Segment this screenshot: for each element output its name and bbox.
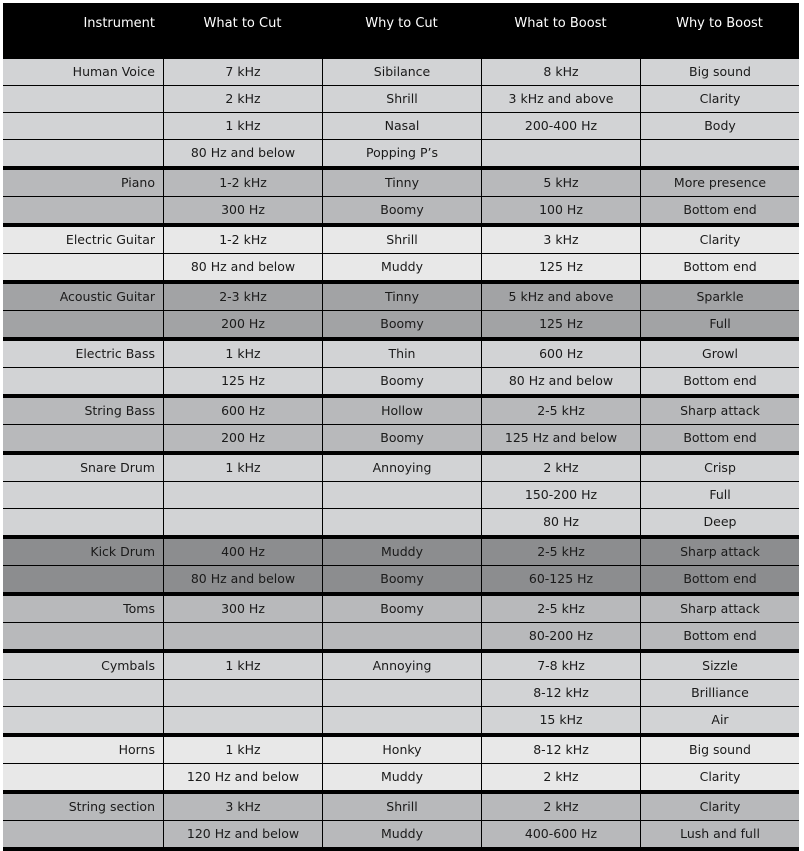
why-to-cut-cell: Muddy bbox=[322, 539, 481, 565]
why-to-cut-cell: Hollow bbox=[322, 398, 481, 424]
what-to-boost-cell: 3 kHz and above bbox=[481, 86, 640, 112]
why-to-boost-cell: Clarity bbox=[640, 227, 799, 253]
why-to-boost-cell: Bottom end bbox=[640, 566, 799, 592]
instrument-cell bbox=[3, 86, 163, 112]
why-to-boost-cell: More presence bbox=[640, 170, 799, 196]
why-to-cut-cell: Muddy bbox=[322, 254, 481, 280]
instrument-cell bbox=[3, 425, 163, 451]
why-to-boost-cell: Clarity bbox=[640, 86, 799, 112]
why-to-cut-cell: Honky bbox=[322, 737, 481, 763]
what-to-boost-cell: 200-400 Hz bbox=[481, 113, 640, 139]
what-to-cut-cell bbox=[163, 623, 322, 649]
what-to-cut-cell: 120 Hz and below bbox=[163, 764, 322, 790]
instrument-cell bbox=[3, 311, 163, 337]
why-to-boost-cell: Bottom end bbox=[640, 254, 799, 280]
eq-table bbox=[3, 3, 799, 851]
table-row bbox=[3, 508, 799, 535]
table-row bbox=[3, 284, 799, 310]
why-to-boost-cell: Sparkle bbox=[640, 284, 799, 310]
what-to-cut-cell bbox=[163, 707, 322, 733]
why-to-cut-cell: Muddy bbox=[322, 821, 481, 847]
instrument-group bbox=[3, 653, 799, 737]
why-to-cut-cell bbox=[322, 680, 481, 706]
why-to-boost-cell: Bottom end bbox=[640, 425, 799, 451]
instrument-cell bbox=[3, 764, 163, 790]
why-to-boost-cell bbox=[640, 140, 799, 166]
table-body bbox=[3, 59, 799, 851]
why-to-cut-cell: Muddy bbox=[322, 764, 481, 790]
what-to-cut-cell: 1 kHz bbox=[163, 737, 322, 763]
table-row bbox=[3, 139, 799, 166]
what-to-boost-cell: 7-8 kHz bbox=[481, 653, 640, 679]
what-to-cut-cell: 1-2 kHz bbox=[163, 170, 322, 196]
instrument-cell bbox=[3, 140, 163, 166]
what-to-boost-cell: 150-200 Hz bbox=[481, 482, 640, 508]
what-to-boost-cell: 3 kHz bbox=[481, 227, 640, 253]
table-row bbox=[3, 565, 799, 592]
why-to-cut-cell bbox=[322, 707, 481, 733]
what-to-boost-cell: 8-12 kHz bbox=[481, 680, 640, 706]
table-row bbox=[3, 227, 799, 253]
instrument-cell bbox=[3, 482, 163, 508]
what-to-cut-cell: 1 kHz bbox=[163, 341, 322, 367]
what-to-boost-cell: 15 kHz bbox=[481, 707, 640, 733]
what-to-cut-cell: 120 Hz and below bbox=[163, 821, 322, 847]
table-row bbox=[3, 794, 799, 820]
instrument-group bbox=[3, 737, 799, 794]
why-to-boost-cell: Sharp attack bbox=[640, 539, 799, 565]
why-to-cut-cell: Boomy bbox=[322, 197, 481, 223]
why-to-cut-cell: Tinny bbox=[322, 170, 481, 196]
what-to-boost-cell: 125 Hz bbox=[481, 311, 640, 337]
header-what-to-boost: What to Boost bbox=[514, 16, 607, 31]
why-to-cut-cell: Annoying bbox=[322, 455, 481, 481]
why-to-cut-cell: Shrill bbox=[322, 227, 481, 253]
instrument-cell bbox=[3, 113, 163, 139]
what-to-boost-cell: 600 Hz bbox=[481, 341, 640, 367]
what-to-boost-cell: 5 kHz and above bbox=[481, 284, 640, 310]
what-to-cut-cell: 2 kHz bbox=[163, 86, 322, 112]
why-to-cut-cell: Tinny bbox=[322, 284, 481, 310]
instrument-cell bbox=[3, 707, 163, 733]
why-to-cut-cell: Boomy bbox=[322, 311, 481, 337]
why-to-boost-cell: Clarity bbox=[640, 794, 799, 820]
table-row bbox=[3, 763, 799, 790]
what-to-cut-cell: 1 kHz bbox=[163, 113, 322, 139]
instrument-cell bbox=[3, 368, 163, 394]
why-to-cut-cell bbox=[322, 623, 481, 649]
instrument-group bbox=[3, 455, 799, 539]
what-to-cut-cell: 1 kHz bbox=[163, 455, 322, 481]
what-to-cut-cell: 300 Hz bbox=[163, 596, 322, 622]
instrument-cell: Kick Drum bbox=[90, 544, 155, 559]
what-to-cut-cell: 600 Hz bbox=[163, 398, 322, 424]
table-row bbox=[3, 653, 799, 679]
header-what-to-cut: What to Cut bbox=[203, 16, 282, 31]
what-to-cut-cell: 80 Hz and below bbox=[163, 140, 322, 166]
table-row bbox=[3, 596, 799, 622]
what-to-cut-cell: 80 Hz and below bbox=[163, 254, 322, 280]
instrument-cell: Electric Guitar bbox=[65, 232, 155, 247]
why-to-boost-cell: Sharp attack bbox=[640, 398, 799, 424]
header-instrument: Instrument bbox=[83, 16, 155, 31]
table-row bbox=[3, 622, 799, 649]
what-to-cut-cell: 200 Hz bbox=[163, 425, 322, 451]
instrument-group bbox=[3, 284, 799, 341]
what-to-cut-cell: 80 Hz and below bbox=[163, 566, 322, 592]
table-row bbox=[3, 737, 799, 763]
why-to-boost-cell: Growl bbox=[640, 341, 799, 367]
why-to-boost-cell: Bottom end bbox=[640, 368, 799, 394]
table-row bbox=[3, 820, 799, 847]
instrument-group bbox=[3, 596, 799, 653]
instrument-cell: String section bbox=[68, 799, 155, 814]
instrument-cell bbox=[3, 821, 163, 847]
why-to-boost-cell: Air bbox=[640, 707, 799, 733]
why-to-boost-cell: Big sound bbox=[640, 59, 799, 85]
why-to-boost-cell: Sizzle bbox=[640, 653, 799, 679]
what-to-boost-cell: 2 kHz bbox=[481, 794, 640, 820]
instrument-cell: String Bass bbox=[84, 403, 155, 418]
what-to-cut-cell: 7 kHz bbox=[163, 59, 322, 85]
instrument-group bbox=[3, 341, 799, 398]
why-to-cut-cell: Boomy bbox=[322, 368, 481, 394]
instrument-group bbox=[3, 170, 799, 227]
why-to-cut-cell: Annoying bbox=[322, 653, 481, 679]
what-to-boost-cell: 80 Hz bbox=[481, 509, 640, 535]
what-to-boost-cell: 100 Hz bbox=[481, 197, 640, 223]
what-to-boost-cell: 2-5 kHz bbox=[481, 398, 640, 424]
table-row bbox=[3, 424, 799, 451]
what-to-cut-cell: 125 Hz bbox=[163, 368, 322, 394]
why-to-boost-cell: Lush and full bbox=[640, 821, 799, 847]
what-to-cut-cell: 1 kHz bbox=[163, 653, 322, 679]
table-row bbox=[3, 310, 799, 337]
what-to-boost-cell: 5 kHz bbox=[481, 170, 640, 196]
instrument-cell: Horns bbox=[118, 742, 155, 757]
what-to-boost-cell bbox=[481, 140, 640, 166]
why-to-boost-cell: Body bbox=[640, 113, 799, 139]
what-to-cut-cell: 300 Hz bbox=[163, 197, 322, 223]
table-row bbox=[3, 112, 799, 139]
why-to-cut-cell: Shrill bbox=[322, 794, 481, 820]
why-to-boost-cell: Big sound bbox=[640, 737, 799, 763]
table-row bbox=[3, 196, 799, 223]
what-to-boost-cell: 8-12 kHz bbox=[481, 737, 640, 763]
instrument-group bbox=[3, 227, 799, 284]
why-to-cut-cell: Sibilance bbox=[322, 59, 481, 85]
header-why-to-cut: Why to Cut bbox=[365, 16, 438, 31]
instrument-cell: Snare Drum bbox=[80, 460, 155, 475]
what-to-cut-cell bbox=[163, 680, 322, 706]
table-row bbox=[3, 398, 799, 424]
instrument-cell bbox=[3, 566, 163, 592]
instrument-cell bbox=[3, 623, 163, 649]
what-to-boost-cell: 60-125 Hz bbox=[481, 566, 640, 592]
what-to-cut-cell bbox=[163, 509, 322, 535]
table-row bbox=[3, 253, 799, 280]
what-to-boost-cell: 400-600 Hz bbox=[481, 821, 640, 847]
why-to-boost-cell: Clarity bbox=[640, 764, 799, 790]
instrument-cell bbox=[3, 680, 163, 706]
instrument-cell bbox=[3, 509, 163, 535]
instrument-cell: Human Voice bbox=[72, 64, 155, 79]
why-to-cut-cell: Boomy bbox=[322, 425, 481, 451]
why-to-boost-cell: Brilliance bbox=[640, 680, 799, 706]
why-to-cut-cell: Shrill bbox=[322, 86, 481, 112]
table-row bbox=[3, 481, 799, 508]
instrument-cell: Piano bbox=[121, 175, 155, 190]
why-to-cut-cell: Nasal bbox=[322, 113, 481, 139]
what-to-boost-cell: 2 kHz bbox=[481, 455, 640, 481]
why-to-boost-cell: Crisp bbox=[640, 455, 799, 481]
what-to-boost-cell: 2 kHz bbox=[481, 764, 640, 790]
what-to-boost-cell: 2-5 kHz bbox=[481, 539, 640, 565]
table-row bbox=[3, 539, 799, 565]
table-row bbox=[3, 85, 799, 112]
what-to-cut-cell: 400 Hz bbox=[163, 539, 322, 565]
what-to-cut-cell: 2-3 kHz bbox=[163, 284, 322, 310]
what-to-cut-cell: 1-2 kHz bbox=[163, 227, 322, 253]
why-to-boost-cell: Deep bbox=[640, 509, 799, 535]
why-to-cut-cell: Thin bbox=[322, 341, 481, 367]
table-row bbox=[3, 341, 799, 367]
instrument-cell: Toms bbox=[123, 601, 155, 616]
what-to-cut-cell: 200 Hz bbox=[163, 311, 322, 337]
instrument-cell: Cymbals bbox=[101, 658, 155, 673]
why-to-boost-cell: Sharp attack bbox=[640, 596, 799, 622]
what-to-boost-cell: 80-200 Hz bbox=[481, 623, 640, 649]
header-why-to-boost: Why to Boost bbox=[676, 16, 763, 31]
why-to-cut-cell bbox=[322, 482, 481, 508]
instrument-group bbox=[3, 398, 799, 455]
table-row bbox=[3, 455, 799, 481]
what-to-boost-cell: 80 Hz and below bbox=[481, 368, 640, 394]
instrument-group bbox=[3, 794, 799, 851]
table-row bbox=[3, 706, 799, 733]
what-to-boost-cell: 125 Hz bbox=[481, 254, 640, 280]
why-to-boost-cell: Bottom end bbox=[640, 623, 799, 649]
instrument-cell bbox=[3, 197, 163, 223]
why-to-boost-cell: Full bbox=[640, 482, 799, 508]
what-to-boost-cell: 2-5 kHz bbox=[481, 596, 640, 622]
why-to-cut-cell: Boomy bbox=[322, 596, 481, 622]
instrument-cell: Acoustic Guitar bbox=[59, 289, 155, 304]
why-to-boost-cell: Full bbox=[640, 311, 799, 337]
table-row bbox=[3, 59, 799, 85]
table-row bbox=[3, 367, 799, 394]
why-to-boost-cell: Bottom end bbox=[640, 197, 799, 223]
what-to-boost-cell: 8 kHz bbox=[481, 59, 640, 85]
what-to-cut-cell bbox=[163, 482, 322, 508]
table-row bbox=[3, 679, 799, 706]
what-to-boost-cell: 125 Hz and below bbox=[481, 425, 640, 451]
instrument-group bbox=[3, 59, 799, 170]
why-to-cut-cell: Boomy bbox=[322, 566, 481, 592]
why-to-cut-cell: Popping P’s bbox=[322, 140, 481, 166]
what-to-cut-cell: 3 kHz bbox=[163, 794, 322, 820]
table-header bbox=[3, 3, 799, 59]
table-row bbox=[3, 170, 799, 196]
instrument-cell bbox=[3, 254, 163, 280]
why-to-cut-cell bbox=[322, 509, 481, 535]
instrument-group bbox=[3, 539, 799, 596]
instrument-cell: Electric Bass bbox=[75, 346, 155, 361]
